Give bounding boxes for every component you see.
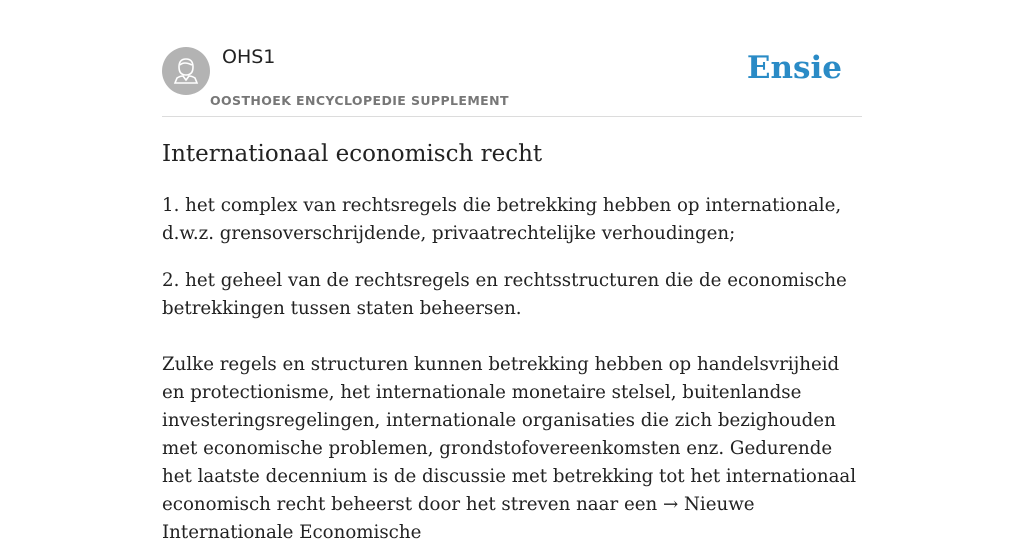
header	[162, 0, 862, 117]
definition-1: 1. het complex van rechtsregels die betrekking hebben op internationale, d.w.z. grensoverschrijdende, privaatrechtelijke verhoudingen;	[162, 195, 842, 244]
source-label[interactable]: OOSTHOEK ENCYCLOPEDIE SUPPLEMENT	[210, 93, 509, 108]
article-body: Zulke regels en structuren kunnen betrekking hebben op handelsvrijheid en protectionisme, het internationale monetaire stelsel, buitenlandse investeringsregelingen, internationale organisaties die zich bezighouden met economische problemen, grondstofovereenkomsten enz. Gedurende het laatste decennium is de discussie met betrekking tot het internationaal economisch recht beheerst door het streven naar een → Nieuwe Internationale Economische	[162, 354, 857, 543]
definition-2: 2. het geheel van de rechtsregels en rechtsstructuren die de economische betrekkingen tussen staten beheersen.	[162, 270, 847, 319]
ensie-logo[interactable]: Ensie	[746, 50, 842, 86]
article-title: Internationaal economisch recht	[162, 141, 543, 167]
page-container	[162, 0, 862, 543]
user-avatar-icon[interactable]	[162, 47, 210, 95]
username[interactable]: OHS1	[222, 46, 276, 68]
